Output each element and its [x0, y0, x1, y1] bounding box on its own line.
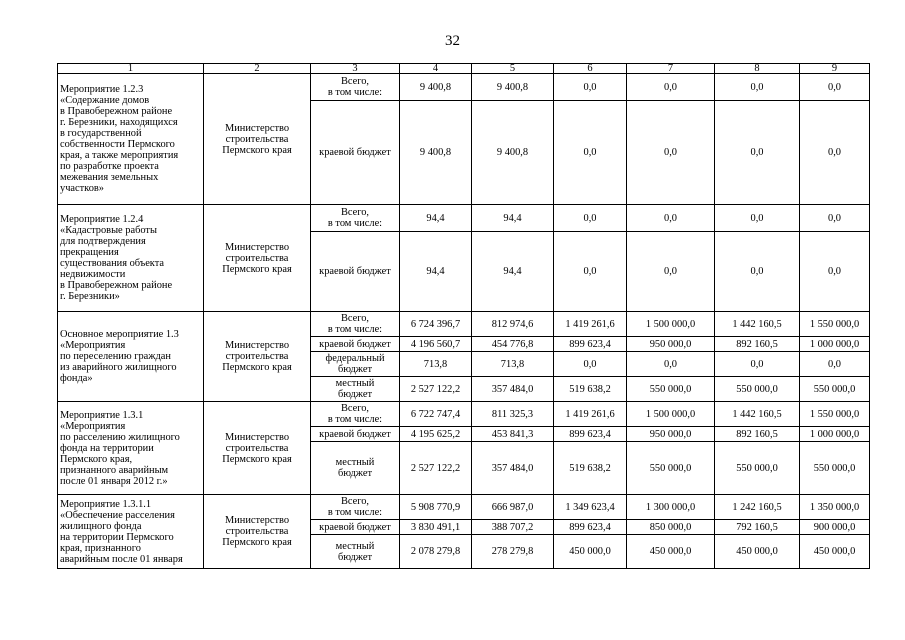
- responsible-ministry: Министерство строительства Пермского края: [204, 495, 311, 569]
- responsible-ministry: Министерство строительства Пермского края: [204, 402, 311, 495]
- amount-cell: 1 242 160,5: [715, 495, 800, 520]
- responsible-ministry: Министерство строительства Пермского края: [204, 205, 311, 312]
- amount-cell: 388 707,2: [472, 520, 554, 535]
- amount-cell: 0,0: [554, 232, 627, 312]
- amount-cell: 0,0: [554, 74, 627, 101]
- amount-cell: 1 442 160,5: [715, 402, 800, 427]
- amount-cell: 0,0: [627, 205, 715, 232]
- activity-name: Мероприятие 1.2.4 «Кадастровые работы для подтверждения прекращения существования объекта недвижимости в Правобережном районе г. Березники»: [58, 205, 204, 312]
- amount-cell: 713,8: [400, 352, 472, 377]
- amount-cell: 550 000,0: [627, 442, 715, 495]
- amount-cell: 1 000 000,0: [800, 427, 870, 442]
- amount-cell: 2 078 279,8: [400, 535, 472, 569]
- amount-cell: 1 419 261,6: [554, 402, 627, 427]
- amount-cell: 519 638,2: [554, 377, 627, 402]
- amount-cell: 1 550 000,0: [800, 312, 870, 337]
- amount-cell: 0,0: [627, 101, 715, 205]
- page-number: 32: [445, 33, 460, 49]
- funding-source: местный бюджет: [311, 535, 400, 569]
- amount-cell: 6 724 396,7: [400, 312, 472, 337]
- budget-table: [57, 63, 870, 569]
- amount-cell: 357 484,0: [472, 442, 554, 495]
- amount-cell: 550 000,0: [800, 377, 870, 402]
- column-number-row: [58, 64, 870, 74]
- amount-cell: 450 000,0: [715, 535, 800, 569]
- amount-cell: 0,0: [715, 74, 800, 101]
- amount-cell: 1 500 000,0: [627, 402, 715, 427]
- amount-cell: 850 000,0: [627, 520, 715, 535]
- amount-cell: 792 160,5: [715, 520, 800, 535]
- amount-cell: 6 722 747,4: [400, 402, 472, 427]
- amount-cell: 94,4: [472, 205, 554, 232]
- column-number: 5: [472, 64, 554, 74]
- activity-name: Мероприятие 1.2.3 «Содержание домов в Правобережном районе г. Березники, находящихся в государственной собственности Пермского края, а также мероприятия по разработке проекта межевания земельных участков»: [58, 74, 204, 205]
- amount-cell: 1 000 000,0: [800, 337, 870, 352]
- funding-source: краевой бюджет: [311, 427, 400, 442]
- amount-cell: 357 484,0: [472, 377, 554, 402]
- amount-cell: 550 000,0: [627, 377, 715, 402]
- amount-cell: 1 500 000,0: [627, 312, 715, 337]
- amount-cell: 9 400,8: [472, 101, 554, 205]
- table-row: [58, 74, 870, 101]
- column-number: 8: [715, 64, 800, 74]
- funding-source: местный бюджет: [311, 442, 400, 495]
- amount-cell: 0,0: [715, 101, 800, 205]
- amount-cell: 550 000,0: [715, 442, 800, 495]
- amount-cell: 4 195 625,2: [400, 427, 472, 442]
- funding-source: краевой бюджет: [311, 520, 400, 535]
- amount-cell: 94,4: [400, 232, 472, 312]
- activity-name: Основное мероприятие 1.3 «Мероприятия по переселению граждан из аварийного жилищного фонда»: [58, 312, 204, 402]
- funding-source: Всего, в том числе:: [311, 74, 400, 101]
- amount-cell: 0,0: [627, 352, 715, 377]
- amount-cell: 666 987,0: [472, 495, 554, 520]
- amount-cell: 0,0: [554, 101, 627, 205]
- table-row: [58, 312, 870, 337]
- amount-cell: 892 160,5: [715, 427, 800, 442]
- table-row: [58, 205, 870, 232]
- amount-cell: 454 776,8: [472, 337, 554, 352]
- funding-source: местный бюджет: [311, 377, 400, 402]
- amount-cell: 3 830 491,1: [400, 520, 472, 535]
- amount-cell: 1 550 000,0: [800, 402, 870, 427]
- amount-cell: 950 000,0: [627, 337, 715, 352]
- amount-cell: 0,0: [800, 74, 870, 101]
- amount-cell: 0,0: [715, 205, 800, 232]
- amount-cell: 453 841,3: [472, 427, 554, 442]
- table-row: [58, 495, 870, 520]
- column-number: 4: [400, 64, 472, 74]
- funding-source: Всего, в том числе:: [311, 495, 400, 520]
- amount-cell: 5 908 770,9: [400, 495, 472, 520]
- amount-cell: 812 974,6: [472, 312, 554, 337]
- table-row: [58, 402, 870, 427]
- amount-cell: 9 400,8: [400, 101, 472, 205]
- funding-source: краевой бюджет: [311, 101, 400, 205]
- amount-cell: 0,0: [800, 101, 870, 205]
- funding-source: федеральный бюджет: [311, 352, 400, 377]
- amount-cell: 713,8: [472, 352, 554, 377]
- amount-cell: 550 000,0: [715, 377, 800, 402]
- amount-cell: 4 196 560,7: [400, 337, 472, 352]
- column-number: 6: [554, 64, 627, 74]
- amount-cell: 450 000,0: [554, 535, 627, 569]
- amount-cell: 9 400,8: [472, 74, 554, 101]
- amount-cell: 9 400,8: [400, 74, 472, 101]
- amount-cell: 899 623,4: [554, 427, 627, 442]
- amount-cell: 0,0: [800, 232, 870, 312]
- amount-cell: 519 638,2: [554, 442, 627, 495]
- amount-cell: 1 419 261,6: [554, 312, 627, 337]
- amount-cell: 0,0: [800, 352, 870, 377]
- activity-name: Мероприятие 1.3.1 «Мероприятия по расселению жилищного фонда на территории Пермского края, признанного аварийным после 01 января 2012 г.»: [58, 402, 204, 495]
- responsible-ministry: Министерство строительства Пермского края: [204, 74, 311, 205]
- amount-cell: 94,4: [472, 232, 554, 312]
- column-number: 9: [800, 64, 870, 74]
- amount-cell: 0,0: [715, 232, 800, 312]
- activity-name: Мероприятие 1.3.1.1 «Обеспечение расселения жилищного фонда на территории Пермского края, признанного аварийным после 01 января: [58, 495, 204, 569]
- amount-cell: 0,0: [800, 205, 870, 232]
- column-number: 7: [627, 64, 715, 74]
- amount-cell: 0,0: [627, 232, 715, 312]
- funding-source: Всего, в том числе:: [311, 205, 400, 232]
- amount-cell: 892 160,5: [715, 337, 800, 352]
- funding-source: Всего, в том числе:: [311, 312, 400, 337]
- amount-cell: 2 527 122,2: [400, 377, 472, 402]
- funding-source: Всего, в том числе:: [311, 402, 400, 427]
- amount-cell: 278 279,8: [472, 535, 554, 569]
- column-number: 1: [58, 64, 204, 74]
- column-number: 2: [204, 64, 311, 74]
- amount-cell: 950 000,0: [627, 427, 715, 442]
- amount-cell: 450 000,0: [800, 535, 870, 569]
- amount-cell: 0,0: [715, 352, 800, 377]
- amount-cell: 1 349 623,4: [554, 495, 627, 520]
- amount-cell: 2 527 122,2: [400, 442, 472, 495]
- amount-cell: 550 000,0: [800, 442, 870, 495]
- amount-cell: 899 623,4: [554, 520, 627, 535]
- amount-cell: 0,0: [554, 205, 627, 232]
- column-number: 3: [311, 64, 400, 74]
- amount-cell: 1 300 000,0: [627, 495, 715, 520]
- responsible-ministry: Министерство строительства Пермского края: [204, 312, 311, 402]
- amount-cell: 899 623,4: [554, 337, 627, 352]
- amount-cell: 900 000,0: [800, 520, 870, 535]
- amount-cell: 450 000,0: [627, 535, 715, 569]
- funding-source: краевой бюджет: [311, 337, 400, 352]
- funding-source: краевой бюджет: [311, 232, 400, 312]
- amount-cell: 0,0: [554, 352, 627, 377]
- amount-cell: 0,0: [627, 74, 715, 101]
- amount-cell: 1 442 160,5: [715, 312, 800, 337]
- amount-cell: 94,4: [400, 205, 472, 232]
- amount-cell: 811 325,3: [472, 402, 554, 427]
- amount-cell: 1 350 000,0: [800, 495, 870, 520]
